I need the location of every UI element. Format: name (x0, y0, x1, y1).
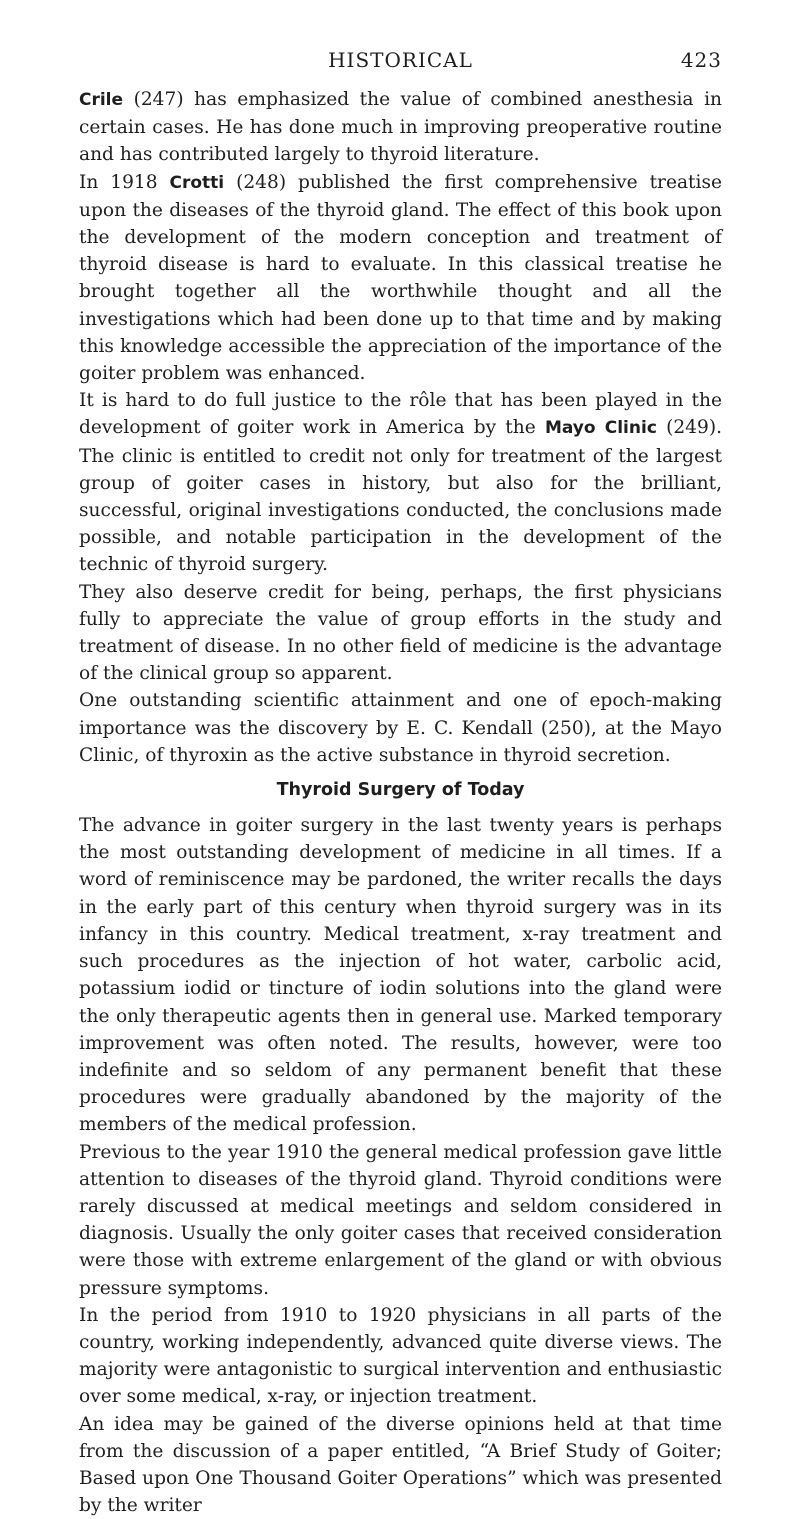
paragraph-crile (79, 86, 722, 169)
running-head-title: HISTORICAL (328, 48, 473, 72)
book-page (79, 40, 722, 1519)
page-number: 423 (680, 48, 722, 72)
running-head (79, 40, 722, 70)
paragraph-mayo-clinic (79, 387, 722, 578)
paragraph-lead: In 1918 (79, 171, 170, 193)
name-crotti: Crotti (169, 172, 225, 193)
paragraph-kendall: One outstanding scientific attainment and one of epoch-making importance was the discovery by E. C. Kendall (250), at the Mayo Clinic, of thyroxin as the active substance in thyroid secretion. (79, 690, 722, 766)
body-text (79, 86, 722, 1519)
section-heading: Thyroid Surgery of Today (276, 780, 525, 801)
paragraph-advance: The advance in goiter surgery in the last twenty years is perhaps the most outstanding development of medicine in all times. If a word of reminiscence may be pardoned, the writer recalls the days in the early part of this century when thyroid surgery was in its infancy in this country. Medical treatment, x-ray treatment and such procedures as the injection of hot water, carbolic acid, potassium iodid or tincture of iodin solutions into the gland were the only therapeutic agents then in general use. Marked temporary improvement was often noted. The results, however, were too indefinite and so seldom of any permanent benefit that these procedures were gradually abandoned by the majority of the members of the medical profession. (79, 815, 722, 1136)
paragraph-group-efforts: They also deserve credit for being, perhaps, the first physicians fully to appreciate the value of group efforts in the study and treatment of disease. In no other field of medicine is the advantage of the clinical group so apparent. (79, 581, 722, 685)
name-mayo-clinic: Mayo Clinic (544, 418, 657, 439)
paragraph-text: (248) published the first comprehensive treatise upon the diseases of the thyroid gland. The effect of this book upon the development of the modern conception and treatment of thyroid disease is hard to evaluate. In this classical treatise he brought together all the worthwhile thought and all the investigations which had been done up to that time and by making this knowledge accessible the appreciation of the importance of the goiter problem was enhanced. (79, 171, 722, 385)
paragraph-text: (249). The clinic is entitled to credit not only for treatment of the largest group of goiter cases in history, but also for the brilliant, successful, original investigations conducted, the conclusions made possible, and notable participation in the development of the technic of thyroid surgery. (79, 417, 722, 576)
paragraph-text: (247) has emphasized the value of combined anesthesia in certain cases. He has done much in improving preoperative routine and has contributed largely to thyroid literature. (79, 89, 722, 166)
paragraph-lead: It is hard to do full justice to the rôle that has been played in the development of goiter work in America by the (79, 390, 722, 439)
name-crile: Crile (79, 90, 124, 110)
paragraph-previous-1910: Previous to the year 1910 the general medical profession gave little attention to diseases of the thyroid gland. Thyroid conditions were rarely discussed at medical meetings and seldom considered in diagnosis. Usually the only goiter cases that received consideration were those with extreme enlargement of the gland or with obvious pressure symptoms. (79, 1141, 722, 1299)
paragraph-1910-1920: In the period from 1910 to 1920 physicians in all parts of the country, working independently, advanced quite diverse views. The majority were antagonistic to surgical intervention and enthusiastic over some medical, x-ray, or injection treatment. (79, 1304, 722, 1408)
paragraph-crotti (79, 169, 722, 388)
paragraph-diverse-opinions: An idea may be gained of the diverse opinions held at that time from the discussion of a paper entitled, “A Brief Study of Goiter; Based upon One Thousand Goiter Operations” which was presented by the writer (79, 1413, 722, 1517)
